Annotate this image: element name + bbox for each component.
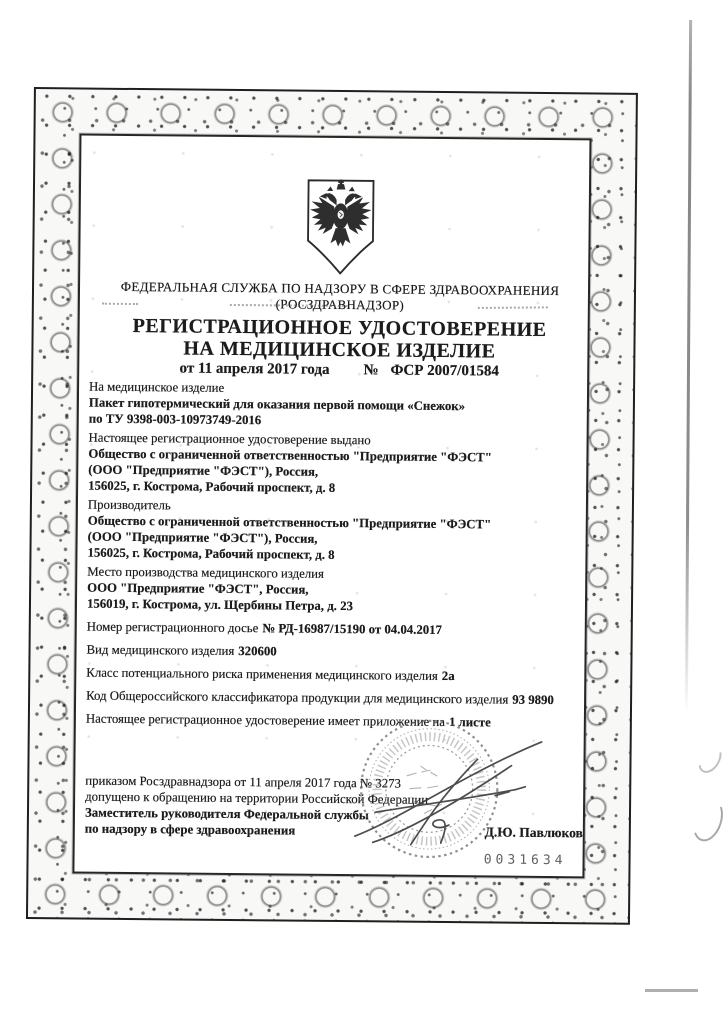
section-value-line: по ТУ 9398-003-10973749-2016	[88, 411, 262, 428]
section-label: Место производства медицинского изделия	[87, 564, 325, 581]
footer-line: по надзору в сфере здравоохранения	[84, 821, 296, 838]
info-row-okp-code	[86, 688, 586, 709]
info-value: 2а	[441, 668, 455, 684]
section-production-site	[87, 564, 587, 617]
section-label: Производитель	[87, 497, 171, 513]
info-label: Вид медицинского изделия	[86, 642, 235, 658]
info-row-dossier	[87, 619, 587, 640]
agency-name-line: ФЕДЕРАЛЬНАЯ СЛУЖБА ПО НАДЗОРУ В СФЕРЕ ЗДРАВООХРАНЕНИЯ	[120, 278, 560, 299]
info-value: 93 9890	[512, 692, 554, 708]
section-manufacturer	[87, 497, 588, 566]
coat-of-arms-eagle-icon	[301, 176, 380, 279]
date-and-number-row	[89, 359, 589, 382]
signer-name: Д.Ю. Павлюков	[484, 824, 583, 841]
section-value-line: 156019, г. Кострома, ул. Щербины Петра, д. 23	[86, 596, 353, 614]
info-value: № РД-16987/15190 от 04.04.2017	[262, 621, 443, 637]
document-title	[89, 315, 589, 364]
certificate-number	[363, 361, 499, 380]
info-label: Код Общероссийского классификатора продукции для медицинского изделия	[86, 688, 509, 707]
section-value-line: (ООО "Предприятие "ФЭСТ"), Россия,	[87, 529, 318, 546]
section-value-line: 156025, г. Кострома, Рабочий проспект, д. 8	[88, 478, 336, 495]
footer-line: Заместитель руководителя Федеральной службы	[84, 805, 369, 823]
info-label: Класс потенциального риска применения медицинского изделия	[86, 665, 438, 683]
info-value: 1 листе	[448, 715, 491, 730]
number-value: ФСР 2007/01584	[390, 362, 499, 380]
number-sign: №	[363, 362, 379, 379]
section-issued-to	[88, 430, 589, 499]
info-row-risk-class	[86, 665, 586, 686]
section-label: На медицинское изделие	[89, 379, 225, 395]
signature-icon	[343, 724, 568, 858]
section-value-line: ООО "Предприятие "ФЭСТ", Россия,	[87, 580, 309, 597]
title-line-2: НА МЕДИЦИНСКОЕ ИЗДЕЛИЕ	[183, 337, 496, 363]
issue-date: от 11 апреля 2017 года	[179, 360, 330, 378]
certificate-content	[84, 174, 591, 888]
info-row-device-kind	[86, 642, 586, 663]
agency-short-name: (РОСЗДРАВНАДЗОР)	[275, 295, 405, 313]
section-value-line: Пакет гипотермический для оказания первой помощи «Снежок»	[88, 395, 466, 414]
section-value-line: Общество с ограниченной ответственностью "Предприятие "ФЭСТ"	[87, 513, 492, 532]
info-label: Настоящее регистрационное удостоверение имеет приложение на	[85, 711, 446, 730]
footer-line: допущено к обращению на территории Российской Федерации	[85, 789, 429, 807]
section-value-line: (ООО "Предприятие "ФЭСТ"), Россия,	[88, 462, 319, 479]
footer-line: приказом Росздравнадзора от 11 апреля 2017 года № 3273	[85, 773, 402, 791]
section-value-line: 156025, г. Кострома, Рабочий проспект, д. 8	[87, 545, 335, 562]
section-value-line: Общество с ограниченной ответственностью "Предприятие "ФЭСТ"	[88, 446, 492, 465]
info-value: 320600	[238, 644, 277, 659]
section-device	[89, 379, 589, 432]
serial-number: 0031634	[483, 852, 567, 869]
info-label: Номер регистрационного досье	[86, 619, 259, 636]
section-label: Настоящее регистрационное удостоверение выдано	[88, 430, 371, 448]
title-line-1: РЕГИСТРАЦИОННОЕ УДОСТОВЕРЕНИЕ	[132, 315, 547, 341]
